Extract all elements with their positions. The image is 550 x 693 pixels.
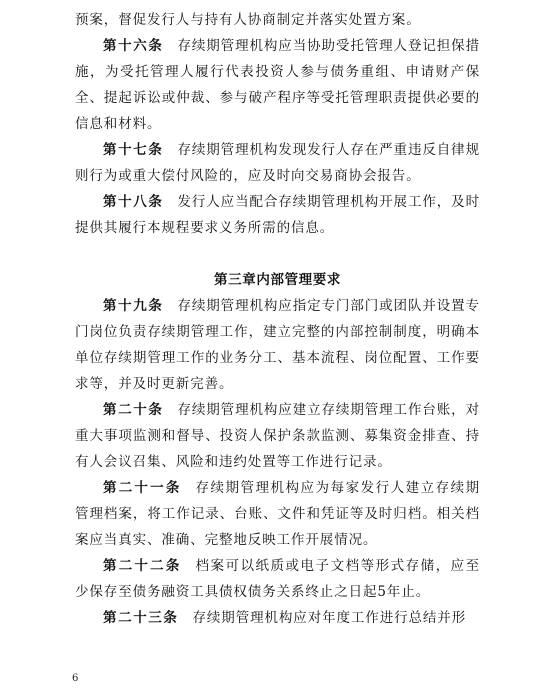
article-text: 档案可以纸质或电子文档等形式存储，应至少保存至债务融资工具债权债务关系终止之日起5年止。 [75, 558, 481, 600]
paragraph-continuation [75, 7, 480, 33]
article-18 [75, 189, 480, 241]
article-text: 存续期管理机构应对年度工作进行总结并形 [192, 610, 467, 626]
article-20 [75, 397, 480, 475]
article-19 [75, 293, 480, 397]
article-heading: 第十八条 [103, 194, 164, 210]
article-heading: 第十七条 [103, 142, 164, 158]
paragraph-text: 预案，督促发行人与持有人协商制定并落实处置方案。 [75, 12, 421, 28]
article-22 [75, 553, 480, 605]
article-heading: 第十九条 [103, 298, 164, 314]
article-text: 存续期管理机构应当协助受托管理人登记担保措施，为受托管理人履行代表投资人参与债务重组、申请财产保全、提起诉讼或仲裁、参与破产程序等受托管理职责提供必要的信息和材料。 [75, 38, 480, 132]
article-23 [75, 605, 480, 631]
article-21 [75, 475, 480, 553]
article-text: 存续期管理机构发现发行人存在严重违反自律规则行为或重大偿付风险的，应及时向交易商协会报告。 [75, 142, 480, 184]
article-text: 存续期管理机构应建立存续期管理工作台账，对重大事项监测和督导、投资人保护条款监测、募集资金排查、持有人会议召集、风险和违约处置等工作进行记录。 [75, 402, 480, 470]
article-17 [75, 137, 480, 189]
article-heading: 第二十一条 [103, 480, 182, 496]
article-text: 存续期管理机构应为每家发行人建立存续期管理档案，将工作记录、台账、文件和凭证等及时归档。相关档案应当真实、准确、完整地反映工作开展情况。 [75, 480, 481, 548]
chapter-title: 第三章内部管理要求 [214, 272, 341, 288]
article-heading: 第二十二条 [103, 558, 182, 574]
article-heading: 第二十条 [103, 402, 164, 418]
article-text: 存续期管理机构应指定专门部门或团队并设置专门岗位负责存续期管理工作，建立完整的内部控制制度，明确本单位存续期管理工作的业务分工、基本流程、岗位配置、工作要求等，并及时更新完善。 [75, 298, 480, 392]
article-text: 发行人应当配合存续期管理机构开展工作，及时提供其履行本规程要求义务所需的信息。 [75, 194, 480, 236]
article-heading: 第二十三条 [103, 610, 179, 626]
article-heading: 第十六条 [103, 38, 164, 54]
page-number: 6 [72, 673, 79, 684]
document-body [75, 7, 480, 631]
article-16 [75, 33, 480, 137]
